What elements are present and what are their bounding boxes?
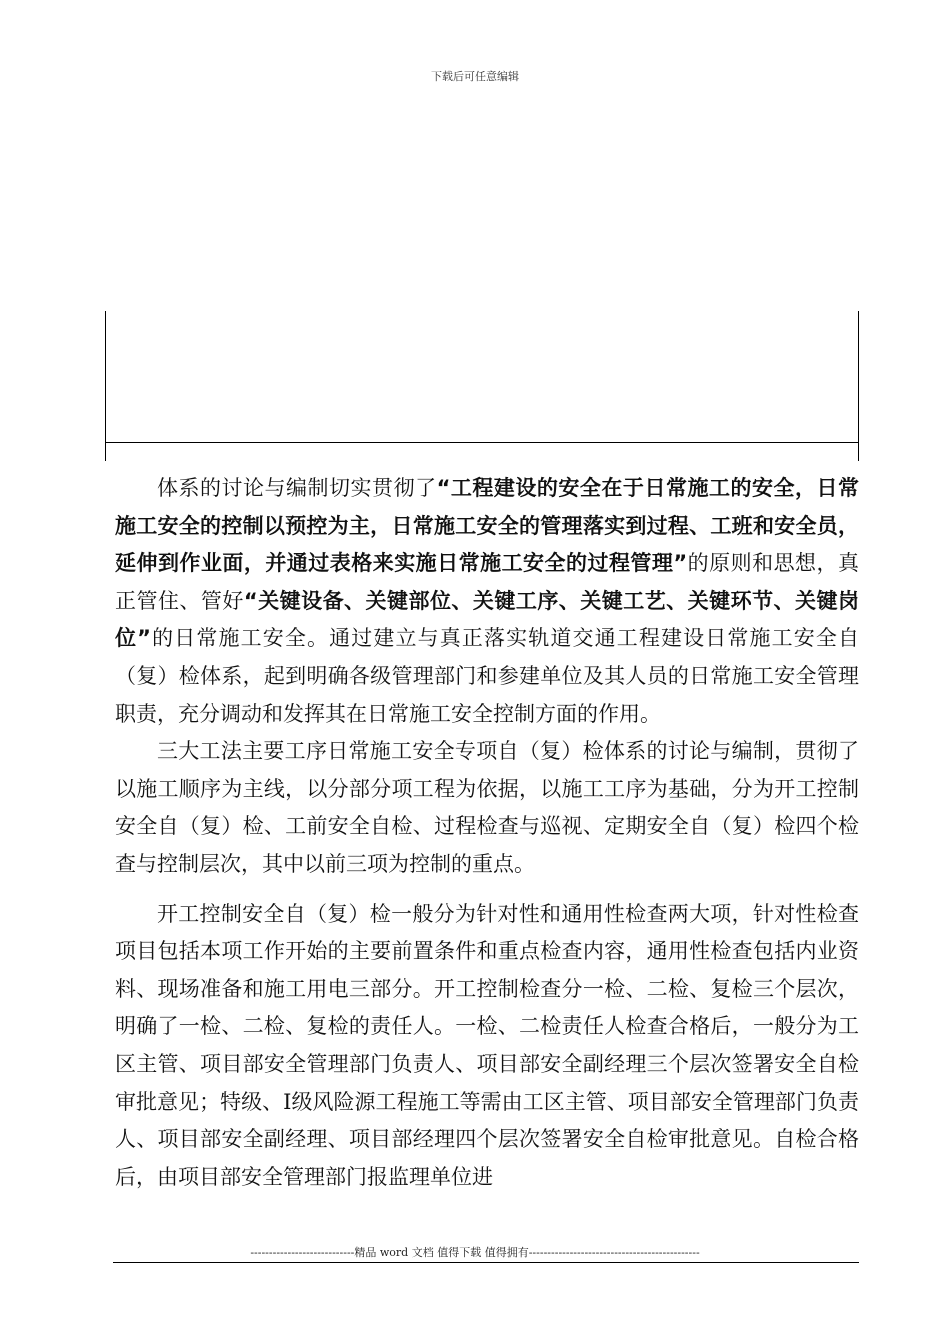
body-text — [115, 470, 859, 1196]
table-frame — [105, 311, 859, 461]
table-left-border — [105, 311, 106, 461]
table-bottom-border — [105, 442, 859, 443]
p1-bold-2: “关键设备、关键部位、关键工序、关键工艺、关键环节、关键岗位” — [115, 588, 859, 651]
p1-text-3: 的日常施工安全。通过建立与真正落实轨道交通工程建设日常施工安全自（复）检体系，起到明确各级管理部门和参建单位及其人员的日常施工安全管理职责，充分调动和发挥其在日常施工安全控制方面的作用。 — [115, 626, 859, 726]
paragraph-3: 开工控制安全自（复）检一般分为针对性和通用性检查两大项，针对性检查项目包括本项工作开始的主要前置条件和重点检查内容，通用性检查包括内业资料、现场准备和施工用电三部分。开工控制检查分一检、二检、复检三个层次，明确了一检、二检、复检的责任人。一检、二检责任人检查合格后，一般分为工区主管、项目部安全管理部门负责人、项目部安全副经理三个层次签署安全自检审批意见；特级、Ⅰ级风险源工程施工等需由工区主管、项目部安全管理部门负责人、项目部安全副经理、项目部经理四个层次签署安全自检审批意见。自检合格后，由项目部安全管理部门报监理单位进 — [115, 901, 859, 1189]
p1-bold-1: “工程建设的安全在于日常施工的安全，日常施工安全的控制以预控为主，日常施工安全的管理落实到过程、工班和安全员，延伸到作业面，并通过表格来实施日常施工安全的过程管理” — [115, 476, 859, 576]
paragraph-1 — [115, 470, 859, 733]
p1-text-1: 体系的讨论与编制切实贯彻了 — [157, 476, 437, 500]
table-right-border — [858, 311, 859, 461]
paragraph-2: 三大工法主要工序日常施工安全专项自（复）检体系的讨论与编制，贯彻了以施工顺序为主线，以分部分项工程为依据，以施工工序为基础，分为开工控制安全自（复）检、工前安全自检、过程检查与巡视、定期安全自（复）检四个检查与控制层次，其中以前三项为控制的重点。 — [115, 739, 859, 876]
p1-text-2: 的原则和思想，真正管住、管好 — [115, 551, 859, 613]
header-note: 下载后可任意编辑 — [431, 70, 519, 83]
footer-line — [113, 1262, 859, 1263]
footer-note: ----------------------------精品 word 文档 值得下载 值得拥有---------------------------------------------- — [250, 1246, 700, 1259]
